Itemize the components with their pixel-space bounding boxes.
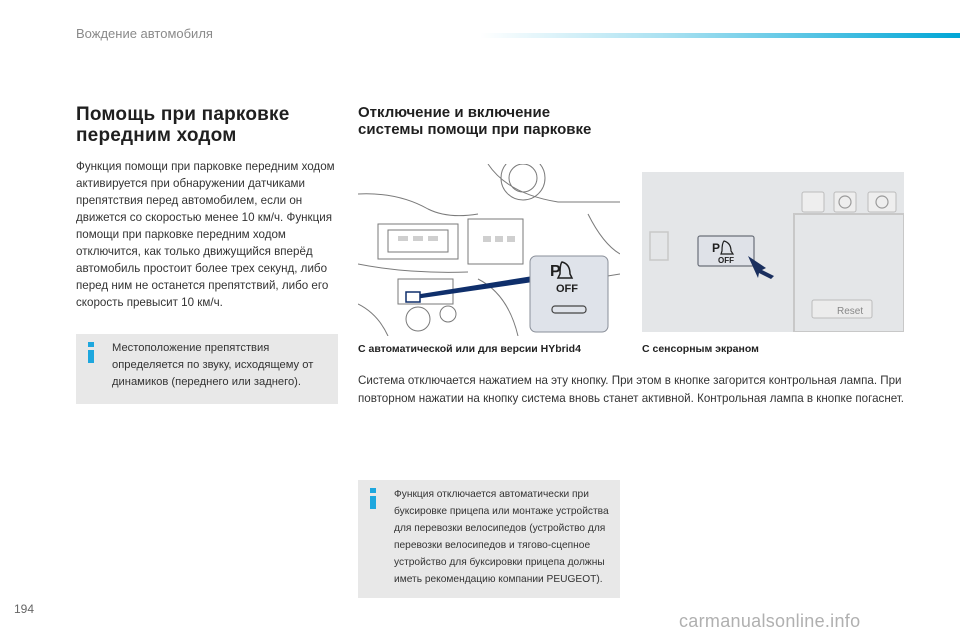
- info-note-right-text: Функция отключается автоматически при буксировке прицепа или монтаже устройства для перевозки велосипедов (устройство для перевозки велосипедов и тягово-сцепное устройство для буксировки прицепа должны иметь рекомендацию компании PEUGEOT).: [394, 489, 609, 585]
- reset-label: Reset: [837, 306, 864, 317]
- figure-caption-touchscreen: С сенсорным экраном: [642, 343, 759, 355]
- figure-touchscreen: [642, 172, 904, 332]
- off-label-1: OFF: [556, 283, 578, 295]
- watermark: carmanualsonline.info: [679, 611, 861, 631]
- dashboard-illustration: [358, 164, 620, 336]
- info-note-right: [358, 480, 620, 598]
- toggle-paragraph: Система отключается нажатием на эту кнопку. При этом в кнопке загорится контрольная лампа. При повторном нажатии на кнопку система вновь станет активной. Контрольная лампа в кнопке погаснет.: [358, 374, 905, 405]
- touchscreen-illustration: [642, 172, 904, 332]
- figure-dashboard: [358, 164, 620, 336]
- off-label-2: OFF: [718, 256, 734, 265]
- figure-caption-dashboard: С автоматической или для версии HYbrid4: [358, 343, 581, 355]
- svg-text:P: P: [712, 241, 721, 255]
- page-number: 194: [14, 602, 35, 616]
- left-column: [76, 104, 338, 311]
- header-rule: [480, 33, 960, 38]
- info-icon: [88, 342, 94, 363]
- section-heading: Отключение и включение системы помощи при парковке: [358, 104, 592, 138]
- intro-paragraph: Функция помощи при парковке передним ходом активируется при обнаружении датчиками препятствия перед автомобилем, если он движется со скоростью менее 10 км/ч. Функция помощи при парковке передним ходом отключится, как только движущийся вперёд автомобиль простоит более трех секунд, либо перед ним не останется препятствий, либо его скорость превысит 10 км/ч.: [76, 160, 335, 309]
- info-note-left: [76, 334, 338, 404]
- page-heading: Помощь при парковке передним ходом: [76, 104, 290, 146]
- info-icon: [370, 488, 376, 509]
- info-note-left-text: Местоположение препятствия определяется по звуку, исходящему от динамиков (переднего или заднего).: [112, 342, 314, 388]
- svg-text:P: P: [550, 263, 561, 280]
- section-title: Вождение автомобиля: [76, 26, 213, 41]
